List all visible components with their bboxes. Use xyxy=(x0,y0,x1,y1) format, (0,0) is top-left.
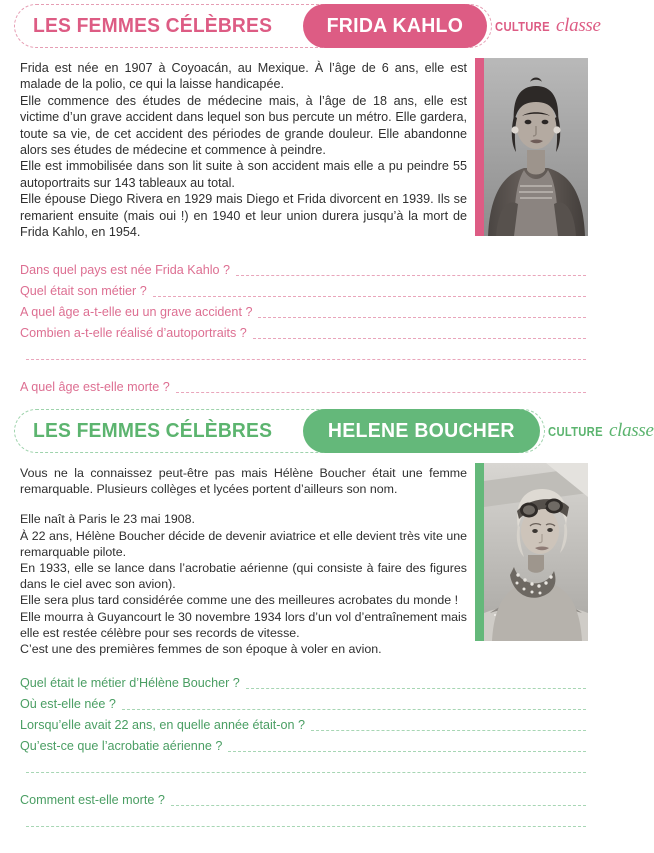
brand-primary-text: CULTURE xyxy=(548,425,603,439)
answer-blank[interactable] xyxy=(246,688,586,689)
questions-list xyxy=(0,671,600,830)
brand-primary-text: CULTURE xyxy=(495,20,550,34)
question-text xyxy=(20,829,26,830)
question-row[interactable] xyxy=(20,279,586,300)
article-text xyxy=(20,58,467,240)
subject-name: HELENE BOUCHER xyxy=(328,419,516,442)
section-body xyxy=(0,463,600,657)
paragraph: Elle mourra à Guyancourt le 30 novembre 1934 lors d’un vol d’entraînement mais elle est restée célèbre pour ses records de vitesse. xyxy=(20,609,467,640)
answer-blank[interactable] xyxy=(171,805,586,806)
title-badge xyxy=(14,409,545,453)
question-text: Combien a-t-elle réalisé d’autoportraits ? xyxy=(20,326,247,341)
paragraph: Vous ne la connaissez peut-être pas mais Hélène Boucher était une femme remarquable. Plusieurs collèges et lycées portent d’ailleurs son nom. xyxy=(20,466,467,497)
portrait-photo xyxy=(475,58,588,236)
answer-blank[interactable] xyxy=(176,392,586,393)
answer-blank[interactable] xyxy=(26,772,586,773)
question-row[interactable] xyxy=(20,258,586,279)
section-body xyxy=(0,58,600,240)
answer-blank[interactable] xyxy=(153,296,586,297)
photo-accent-bar xyxy=(475,463,484,641)
section-header xyxy=(14,405,654,457)
section-frida-kahlo xyxy=(0,0,600,396)
title-badge xyxy=(14,4,492,48)
question-text: A quel âge est-elle morte ? xyxy=(20,380,170,395)
paragraph: Elle sera plus tard considérée comme une des meilleures acrobates du monde ! xyxy=(20,593,459,608)
question-text: Comment est-elle morte ? xyxy=(20,793,165,808)
brand-secondary-text: classe xyxy=(608,420,654,441)
question-row[interactable] xyxy=(20,375,586,396)
portrait-photo xyxy=(475,463,588,641)
brand-secondary-text: classe xyxy=(556,15,601,36)
photo-accent-bar xyxy=(475,58,484,236)
paragraph: Elle commence des études de médecine mais, à l’âge de 18 ans, elle est victime d’un grave accident dans lequel son bus percute un métro. Elle gardera, toute sa vie, de cet accident des périodes de grande douleur. Elle abandonne alors ses études de médecine et commence à peindre. xyxy=(20,93,467,158)
section-title: LES FEMMES CÉLÈBRES xyxy=(33,419,273,442)
question-row[interactable] xyxy=(20,671,586,692)
question-text: Lorsqu’elle avait 22 ans, en quelle année était-on ? xyxy=(20,718,305,733)
paragraph: En 1933, elle se lance dans l’acrobatie aérienne (qui consiste à faire des figures dans le ciel avec son avion). xyxy=(20,561,467,592)
question-row[interactable] xyxy=(20,300,586,321)
subject-name-pill xyxy=(303,4,487,48)
question-text: A quel âge a-t-elle eu un grave accident ? xyxy=(20,305,253,320)
paragraph: Elle épouse Diego Rivera en 1929 mais Diego et Frida divorcent en 1939. Ils se remarient ensuite (mais oui !) en 1940 et leur union durera jusqu’à la mort de Frida Kahlo, en 1954. xyxy=(20,192,467,240)
answer-blank[interactable] xyxy=(228,751,586,752)
section-helene-boucher xyxy=(0,405,654,830)
question-row[interactable] xyxy=(20,755,586,776)
brand-logo xyxy=(492,15,601,37)
question-text: Dans quel pays est née Frida Kahlo ? xyxy=(20,263,231,278)
paragraph: Elle naît à Paris le 23 mai 1908. xyxy=(20,512,195,527)
question-text: Qu’est-ce que l’acrobatie aérienne ? xyxy=(20,739,223,754)
answer-blank[interactable] xyxy=(258,317,586,318)
question-row[interactable] xyxy=(20,809,586,830)
question-row[interactable] xyxy=(20,342,586,363)
brand-logo xyxy=(545,420,654,442)
answer-blank[interactable] xyxy=(311,730,586,731)
question-row[interactable] xyxy=(20,692,586,713)
answer-blank[interactable] xyxy=(253,338,586,339)
section-title: LES FEMMES CÉLÈBRES xyxy=(33,14,273,37)
photo-image-frida xyxy=(484,58,588,236)
answer-blank[interactable] xyxy=(26,359,586,360)
question-row[interactable] xyxy=(20,788,586,809)
question-text: Quel était son métier ? xyxy=(20,284,147,299)
subject-name-pill xyxy=(303,409,540,453)
photo-image-helene xyxy=(484,463,588,641)
question-row[interactable] xyxy=(20,321,586,342)
paragraph: Frida est née en 1907 à Coyoacán, au Mexique. À l’âge de 6 ans, elle est malade de la polio, ce qui la laisse handicapée. xyxy=(20,61,467,92)
article-text xyxy=(20,463,467,657)
answer-blank[interactable] xyxy=(236,275,586,276)
question-text xyxy=(20,362,26,363)
question-row[interactable] xyxy=(20,713,586,734)
paragraph: À 22 ans, Hélène Boucher décide de devenir aviatrice et elle devient très vite une remarquable pilote. xyxy=(20,528,467,559)
answer-blank[interactable] xyxy=(122,709,586,710)
question-text: Où est-elle née ? xyxy=(20,697,116,712)
question-text xyxy=(20,775,26,776)
question-text: Quel était le métier d’Hélène Boucher ? xyxy=(20,676,240,691)
answer-blank[interactable] xyxy=(26,826,586,827)
paragraph: C’est une des premières femmes de son époque à voler en avion. xyxy=(20,642,382,657)
question-row[interactable] xyxy=(20,734,586,755)
questions-list xyxy=(0,258,600,396)
paragraph: Elle est immobilisée dans son lit suite à son accident mais elle a pu peindre 55 autoportraits sur 143 tableaux au total. xyxy=(20,159,467,190)
subject-name: FRIDA KAHLO xyxy=(326,14,464,37)
section-header xyxy=(14,0,601,52)
